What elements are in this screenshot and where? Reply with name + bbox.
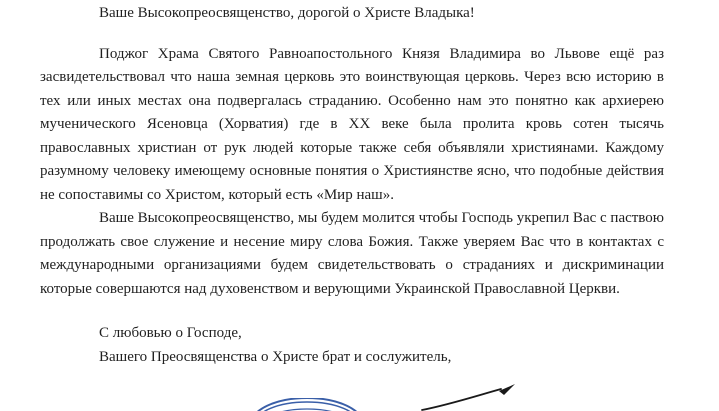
closing-salutation: С любовью о Господе, <box>99 325 242 341</box>
letter-body <box>40 0 664 369</box>
handwritten-signature-icon <box>420 383 516 411</box>
signature-flourish <box>499 384 515 395</box>
salutation-line: Ваше Высокопреосвященство, дорогой о Христе Владыка! <box>99 5 475 21</box>
paragraph-2: Ваше Высокопреосвященство, мы будем молится чтобы Господь укрепил Вас с паствою продолжать свое служение и несение миру слова Божия. Также уверяем Вас что в контактах с международными организациями будем свидетельствовать о страданиях и дискриминации которые совершаются над духовенством и верующими Украинской Православной Церкви. <box>40 210 664 297</box>
seal-outer-ring <box>251 398 363 411</box>
closing-signoff: Вашего Преосвященства о Христе брат и сослужитель, <box>99 348 452 365</box>
seal-middle-ring <box>255 402 359 411</box>
signature-stroke <box>422 389 501 410</box>
church-seal-stamp-icon <box>245 398 369 411</box>
paragraph-1: Поджог Храма Святого Равноапостольного Князя Владимира во Львове ещё раз засвидетельствовал что наша земная церковь это воинствующая церковь. Через всю историю в тех или иных местах она подвергалась страданию. Особенно нам это понятно как архиерею мученического Ясеновца (Хорватия) где в XX веке была пролита кровь сотен тысячь православных христиан от рук людей которые также себя объявляли християнами. Каждому разумному человеку имеющему основные понятия о Християнстве ясно, что подобные действия не сопоставимы со Христом, который есть «Мир наш». <box>40 45 664 203</box>
